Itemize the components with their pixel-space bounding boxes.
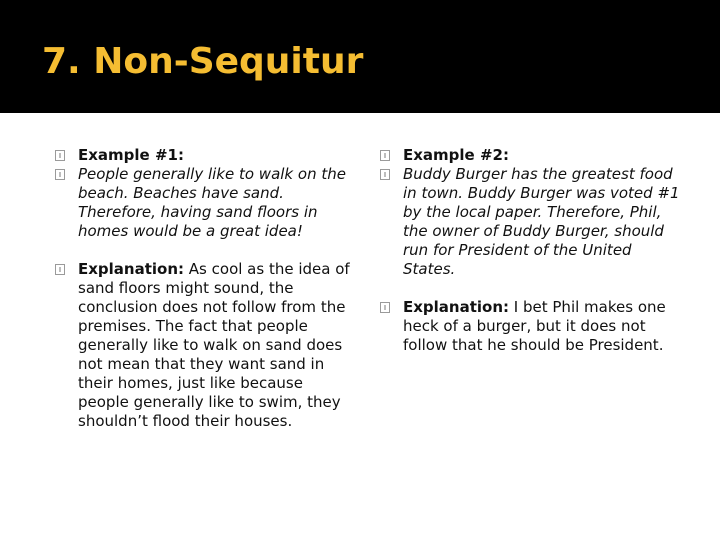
example-1-heading [55, 146, 355, 165]
explanation-2-text: I bet Phil makes one heck of a burger, but it does not follow that he should be President. [403, 298, 666, 354]
box-bullet-icon [380, 150, 390, 161]
explanation-1 [55, 260, 355, 431]
box-bullet-icon [380, 302, 390, 313]
explanation-2-label: Explanation: [403, 298, 510, 316]
explanation-1-text: As cool as the idea of sand floors might sound, the conclusion does not follow from the premises. The fact that people generally like to walk on sand does not mean that they want sand in their homes, just like because people generally like to swim, they shouldn’t flood their houses. [78, 260, 350, 430]
example-2-label: Example #2: [403, 146, 509, 164]
title-bar [0, 0, 720, 113]
example-1-label: Example #1: [78, 146, 184, 164]
explanation-1-label: Explanation: [78, 260, 185, 278]
example-1-text: People generally like to walk on the beach. Beaches have sand. Therefore, having sand floors in homes would be a great idea! [78, 165, 346, 240]
example-2-text: Buddy Burger has the greatest food in town. Buddy Burger was voted #1 by the local paper. Therefore, Phil, the owner of Buddy Burger, should run for President of the United States. [403, 165, 680, 278]
box-bullet-icon [55, 150, 65, 161]
example-2-body [380, 165, 680, 279]
explanation-2 [380, 298, 680, 355]
box-bullet-icon [55, 264, 65, 275]
box-bullet-icon [380, 169, 390, 180]
example-1-body [55, 165, 355, 241]
left-column [55, 146, 355, 431]
slide-title: 7. Non-Sequitur [42, 41, 364, 82]
example-2-heading [380, 146, 680, 165]
right-column [380, 146, 680, 355]
box-bullet-icon [55, 169, 65, 180]
